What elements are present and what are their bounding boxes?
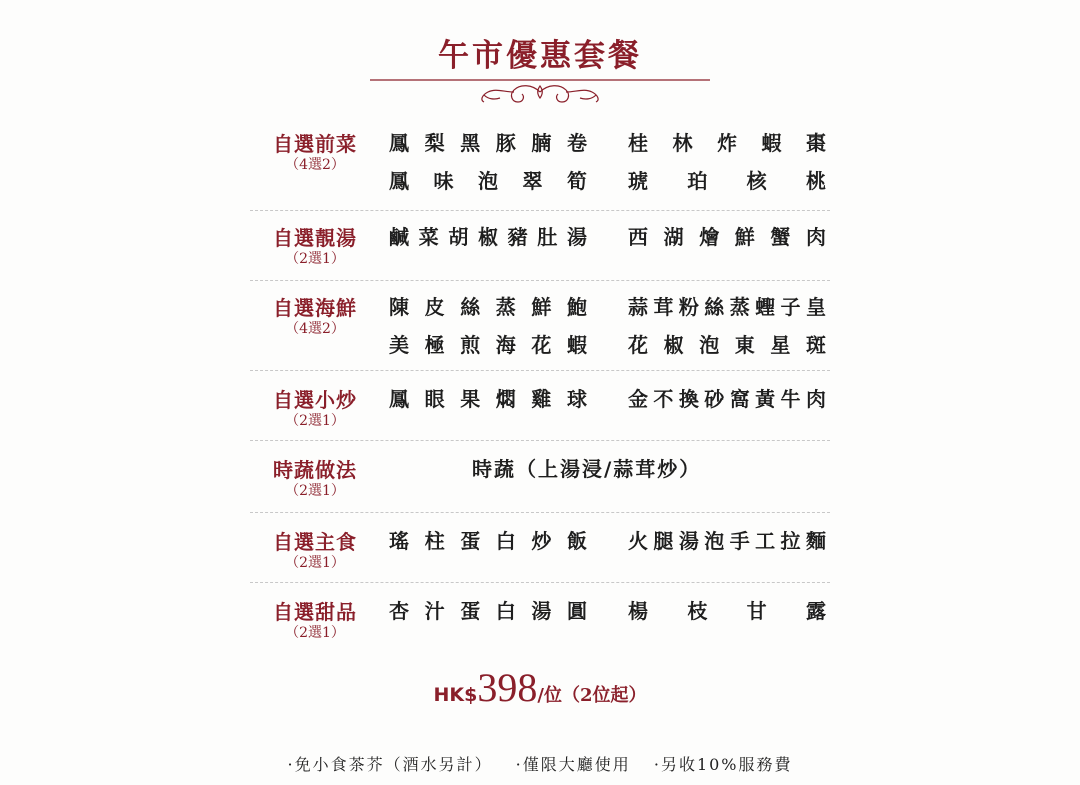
dish-item: 花 椒 泡 東 星 斑 [628, 333, 826, 357]
price [0, 664, 1080, 711]
note-item: ·僅限大廳使用 [515, 755, 631, 774]
category-choice-rule: （2選1） [285, 625, 345, 641]
category-choice-rule: （4選2） [285, 321, 345, 337]
category-label [260, 458, 370, 500]
category-label [260, 388, 370, 430]
category-name: 自選前菜 [273, 132, 357, 156]
menu-section [250, 370, 830, 441]
category-name: 自選甜品 [273, 600, 357, 624]
note-item: ·免小食茶芥（酒水另計） [287, 755, 493, 774]
menu-section [250, 582, 830, 652]
category-choice-rule: （2選1） [285, 483, 345, 499]
dish-item: 金 不 換 砂 窩 黃 牛 肉 [628, 387, 826, 411]
notes [0, 752, 1080, 775]
dish-item: 蒜 茸 粉 絲 蒸 蟶 子 皇 [628, 295, 826, 319]
menu-section [250, 126, 830, 211]
note-item: ·另收10%服務費 [653, 755, 793, 774]
category-choice-rule: （2選1） [285, 413, 345, 429]
ornament-divider-icon [368, 76, 712, 108]
category-label [260, 600, 370, 642]
category-label [260, 132, 370, 174]
price-amount: 398 [477, 665, 538, 710]
dish-item: 時蔬（上湯浸/蒜茸炒） [472, 457, 702, 481]
dish-item: 鳳 眼 果 燜 雞 球 [389, 387, 587, 411]
category-label [260, 226, 370, 268]
menu-title: 午市優惠套餐 [438, 38, 642, 74]
category-name: 自選主食 [273, 530, 357, 554]
dish-item: 楊 枝 甘 露 [628, 599, 826, 623]
dish-item: 火 腿 湯 泡 手 工 拉 麵 [628, 529, 826, 553]
dish-item: 桂 林 炸 蝦 棗 [628, 131, 826, 155]
dish-item: 琥 珀 核 桃 [628, 169, 826, 193]
category-name: 自選小炒 [273, 388, 357, 412]
price-unit: /位（2位起） [537, 685, 647, 706]
dish-item: 鳳 梨 黑 豚 腩 卷 [389, 131, 587, 155]
category-name: 自選海鮮 [273, 296, 357, 320]
dish-item: 杏 汁 蛋 白 湯 圓 [389, 599, 587, 623]
dish-item: 鹹 菜 胡 椒 豬 肚 湯 [389, 225, 587, 249]
category-name: 自選靚湯 [273, 226, 357, 250]
category-name: 時蔬做法 [273, 458, 357, 482]
menu-section [250, 280, 830, 371]
dish-item: 鳳 味 泡 翠 筍 [389, 169, 587, 193]
dish-item: 陳 皮 絲 蒸 鮮 鮑 [389, 295, 587, 319]
price-currency: HK$ [433, 684, 478, 706]
category-label [260, 296, 370, 338]
dish-item: 西 湖 燴 鮮 蟹 肉 [628, 225, 826, 249]
category-choice-rule: （4選2） [285, 157, 345, 173]
category-choice-rule: （2選1） [285, 555, 345, 571]
category-label [260, 530, 370, 572]
category-choice-rule: （2選1） [285, 251, 345, 267]
menu-section [250, 210, 830, 281]
menu-section [250, 440, 830, 513]
dish-item: 美 極 煎 海 花 蝦 [389, 333, 587, 357]
menu-section [250, 512, 830, 583]
dish-item: 瑤 柱 蛋 白 炒 飯 [389, 529, 587, 553]
